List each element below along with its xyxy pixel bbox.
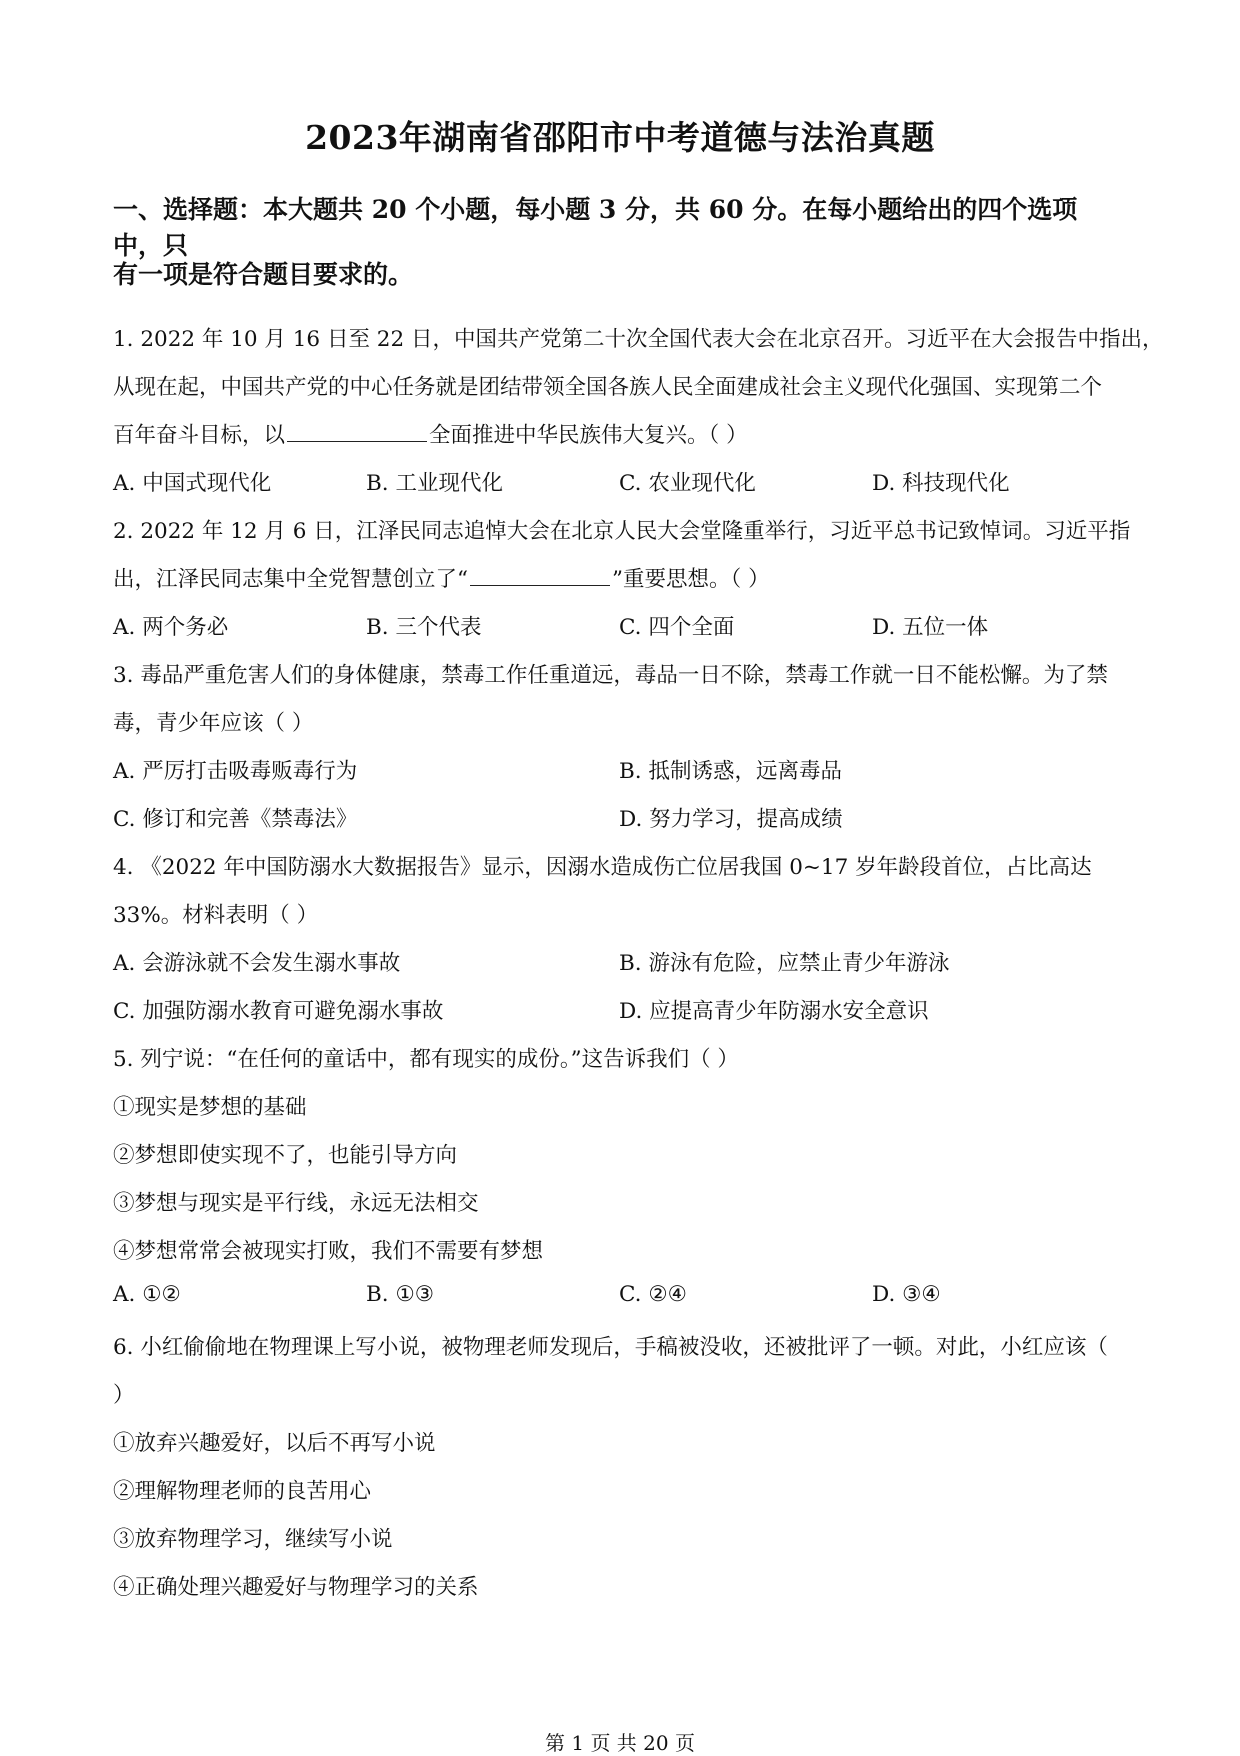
q6-statement-1: ①放弃兴趣爱好，以后不再写小说 [113,1431,436,1456]
q5-option-d: D. ③④ [872,1282,941,1307]
q1-stem-line3 [113,418,748,449]
q2-option-c: C. 四个全面 [619,615,735,640]
q3-option-d: D. 努力学习，提高成绩 [619,807,843,832]
q3-stem-line2: 毒，青少年应该（ ） [113,711,314,736]
q4-option-d: D. 应提高青少年防溺水安全意识 [619,999,929,1024]
q6-stem-line1: 6. 小红偷偷地在物理课上写小说，被物理老师发现后，手稿被没收，还被批评了一顿。对此，小红应该（ [113,1335,1108,1360]
q4-option-b: B. 游泳有危险，应禁止青少年游泳 [619,951,950,976]
page-title: 2023年湖南省邵阳市中考道德与法治真题 [305,118,935,157]
q2-stem-line1: 2. 2022 年 12 月 6 日，江泽民同志追悼大会在北京人民大会堂隆重举行，习近平总书记致悼词。习近平指 [113,519,1131,544]
q1-option-c: C. 农业现代化 [619,471,756,496]
q3-option-c: C. 修订和完善《禁毒法》 [113,807,358,832]
q2-option-d: D. 五位一体 [872,615,989,640]
q1-text-before-blank: 百年奋斗目标，以 [113,423,286,448]
q5-option-b: B. ①③ [366,1282,435,1307]
q1-stem-line1: 1. 2022 年 10 月 16 日至 22 日，中国共产党第二十次全国代表大会在北京召开。习近平在大会报告中指出， [113,327,1164,352]
q2-option-b: B. 三个代表 [366,615,482,640]
q2-answer-blank [470,565,610,586]
q5-option-c: C. ②④ [619,1282,687,1307]
q4-option-a: A. 会游泳就不会发生溺水事故 [113,951,401,976]
q5-stem-line1: 5. 列宁说：“在任何的童话中，都有现实的成份。”这告诉我们（ ） [113,1047,739,1072]
q1-answer-blank [287,421,427,442]
q5-statement-4: ④梦想常常会被现实打败，我们不需要有梦想 [113,1239,544,1264]
q4-stem-line2: 33%。材料表明（ ） [113,903,319,928]
q5-statement-3: ③梦想与现实是平行线，永远无法相交 [113,1191,479,1216]
q1-option-b: B. 工业现代化 [366,471,503,496]
q1-option-d: D. 科技现代化 [872,471,1010,496]
q3-option-b: B. 抵制诱惑，远离毒品 [619,759,842,784]
q3-option-a: A. 严厉打击吸毒贩毒行为 [113,759,358,784]
q3-stem-line1: 3. 毒品严重危害人们的身体健康，禁毒工作任重道远，毒品一日不除，禁毒工作就一日不能松懈。为了禁 [113,663,1108,688]
section-heading-line2: 有一项是符合题目要求的。 [113,260,414,289]
q1-option-a: A. 中国式现代化 [113,471,272,496]
q6-statement-3: ③放弃物理学习，继续写小说 [113,1527,393,1552]
q5-option-a: A. ①② [113,1282,181,1307]
q6-statement-2: ②理解物理老师的良苦用心 [113,1479,372,1504]
section-heading-line1: 一、选择题：本大题共 20 个小题，每小题 3 分，共 60 分。在每小题给出的四个选项中，只 [113,195,1078,260]
q2-text-after-blank: ”重要思想。（ ） [612,567,770,592]
q4-stem-line1: 4. 《2022 年中国防溺水大数据报告》显示，因溺水造成伤亡位居我国 0~17 岁年龄段首位，占比高达 [113,855,1092,880]
q6-statement-4: ④正确处理兴趣爱好与物理学习的关系 [113,1575,479,1600]
q5-statement-1: ①现实是梦想的基础 [113,1095,307,1120]
q6-stem-line2: ） [113,1383,135,1408]
q4-option-c: C. 加强防溺水教育可避免溺水事故 [113,999,444,1024]
q1-text-after-blank: 全面推进中华民族伟大复兴。（ ） [429,423,748,448]
q2-stem-line2 [113,562,770,593]
q1-stem-line2: 从现在起，中国共产党的中心任务就是团结带领全国各族人民全面建成社会主义现代化强国、实现第二个 [113,375,1103,400]
q5-statement-2: ②梦想即使实现不了，也能引导方向 [113,1143,458,1168]
page-number-footer: 第 1 页 共 20 页 [545,1731,695,1755]
q2-text-before-blank: 出，江泽民同志集中全党智慧创立了“ [113,567,468,592]
q2-option-a: A. 两个务必 [113,615,229,640]
